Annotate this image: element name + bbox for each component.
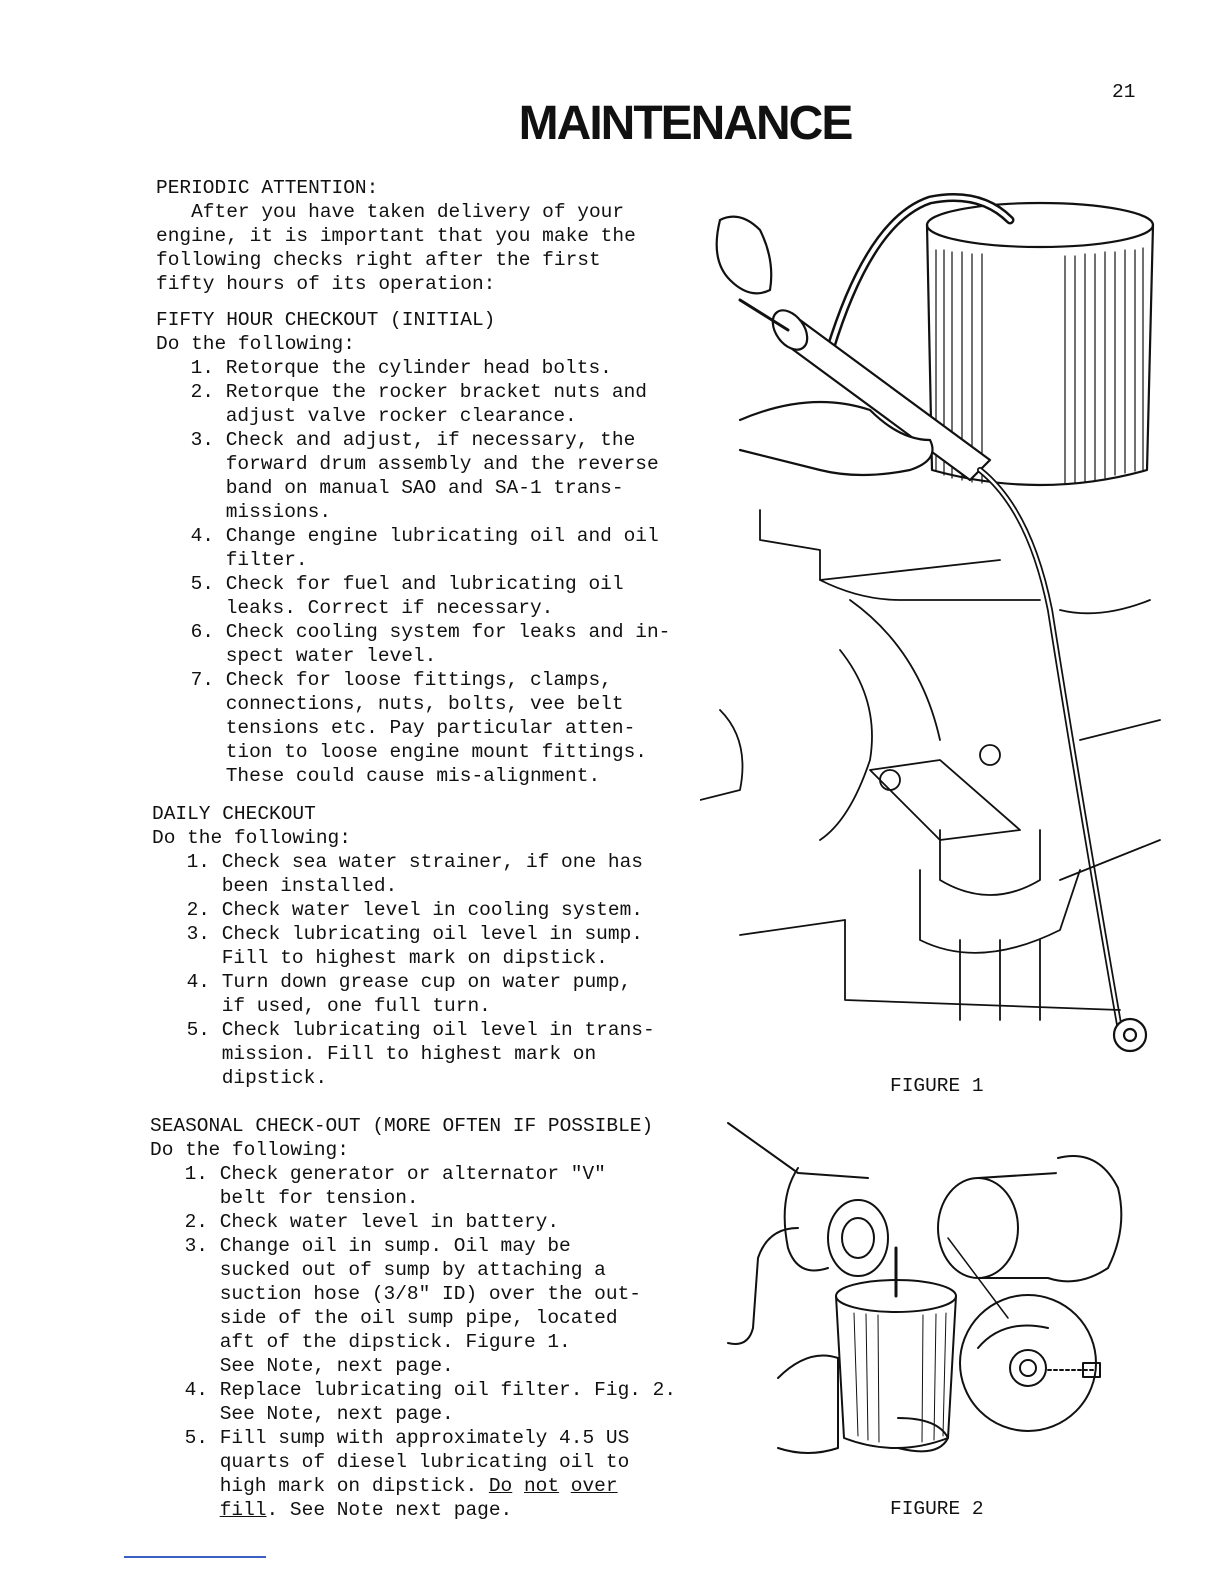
list-item [156, 428, 696, 524]
emphasis-over: over [570, 1475, 618, 1497]
item-text: Check and adjust, if necessary, the forward drum assembly and the reverse band on manual SAO and SA-1 trans- missions. [225, 429, 659, 523]
list-item [150, 1234, 690, 1378]
emphasis-do: Do [488, 1475, 513, 1497]
figure-2-caption: FIGURE 2 [890, 1498, 984, 1520]
item-number: 1. [186, 851, 210, 873]
item-number: 3. [186, 923, 210, 945]
item-text: Retorque the rocker bracket nuts and adjust valve rocker clearance. [225, 381, 647, 427]
list-item [156, 380, 696, 428]
item-number: 7. [190, 669, 214, 691]
seasonal-heading: SEASONAL CHECK-OUT (MORE OFTEN IF POSSIBLE) [150, 1115, 654, 1137]
item-text: Check cooling system for leaks and in- spect water level. [225, 621, 671, 667]
item-text-main: Fill sump with approximately 4.5 US quarts of diesel lubricating oil to high mark on dipstick. [219, 1427, 630, 1497]
daily-lead: Do the following: [152, 827, 351, 849]
list-item [150, 1426, 690, 1522]
item-text: Check generator or alternator "V" belt for tension. [219, 1163, 606, 1209]
engine-mount [728, 1123, 888, 1344]
periodic-heading: PERIODIC ATTENTION: [156, 177, 379, 199]
periodic-intro: After you have taken delivery of your engine, it is important that you make the following checks right after the first fifty hours of its operation: [156, 201, 636, 295]
item-number: 2. [190, 381, 214, 403]
figure-1-illustration [700, 180, 1170, 1080]
item-number: 1. [190, 357, 214, 379]
item-text: Check lubricating oil level in trans- mission. Fill to highest mark on dipstick. [221, 1019, 655, 1089]
emphasis-fill: fill [219, 1499, 267, 1521]
item-text: Check water level in cooling system. [221, 899, 643, 921]
item-number: 1. [184, 1163, 208, 1185]
list-item [156, 668, 696, 788]
list-item [150, 1162, 690, 1210]
emphasis-not: not [523, 1475, 560, 1497]
item-text: Turn down grease cup on water pump, if used, one full turn. [221, 971, 632, 1017]
item-number: 5. [186, 1019, 210, 1041]
list-item [156, 356, 696, 380]
item-text: Replace lubricating oil filter. Fig. 2. See Note, next page. [219, 1379, 677, 1425]
page-title: MAINTENANCE [518, 97, 852, 150]
list-item [152, 898, 692, 922]
item-number: 5. [190, 573, 214, 595]
item-text: Check lubricating oil level in sump. Fill to highest mark on dipstick. [221, 923, 643, 969]
sump-pipe [980, 470, 1120, 1030]
figure-1-caption: FIGURE 1 [890, 1075, 984, 1097]
item-number: 3. [190, 429, 214, 451]
item-text-tail: . See Note next page. [266, 1499, 513, 1521]
item-number: 6. [190, 621, 214, 643]
drain-can [778, 1248, 956, 1453]
page-number: 21 [1112, 81, 1136, 103]
engine-block [700, 510, 1160, 1020]
seasonal-list [150, 1162, 690, 1522]
item-number: 3. [184, 1235, 208, 1257]
footer-rule [124, 1556, 266, 1558]
item-text: Change engine lubricating oil and oil filter. [225, 525, 659, 571]
fifty-hour-section [156, 308, 696, 788]
list-item [150, 1210, 690, 1234]
item-text: Check water level in battery. [219, 1211, 560, 1233]
list-item [156, 620, 696, 668]
item-number: 4. [184, 1379, 208, 1401]
list-item [152, 1018, 692, 1090]
fifty-hour-heading: FIFTY HOUR CHECKOUT (INITIAL) [156, 309, 496, 331]
item-number: 2. [186, 899, 210, 921]
seasonal-lead: Do the following: [150, 1139, 349, 1161]
item-number: 2. [184, 1211, 208, 1233]
suction-hose [830, 198, 1010, 351]
item-number: 5. [184, 1427, 208, 1449]
list-item [156, 524, 696, 572]
item-text: Retorque the cylinder head bolts. [225, 357, 612, 379]
item-text: Change oil in sump. Oil may be sucked out of sump by attaching a suction hose (3/8" ID) over the out- side of the oil sump pipe, located aft of the dipstick. Figure 1. See Note, next page. [219, 1235, 641, 1377]
list-item [150, 1378, 690, 1426]
item-text: Check sea water strainer, if one has been installed. [221, 851, 643, 897]
periodic-attention-section [156, 176, 696, 296]
item-text: Check for loose fittings, clamps, connections, nuts, bolts, vee belt tensions etc. Pay particular atten- tion to loose engine mount fittings. These could cause mis-alignment. [225, 669, 647, 787]
seasonal-checkout-section [150, 1114, 690, 1522]
item-text: Check for fuel and lubricating oil leaks. Correct if necessary. [225, 573, 624, 619]
list-item [156, 572, 696, 620]
figure-2-illustration [718, 1118, 1163, 1488]
list-item [152, 970, 692, 1018]
fifty-hour-lead: Do the following: [156, 333, 355, 355]
fifty-hour-list [156, 356, 696, 788]
daily-checkout-section [152, 802, 692, 1090]
item-number: 4. [186, 971, 210, 993]
suction-pump [717, 217, 990, 480]
item-text [220, 1426, 630, 1522]
item-number: 4. [190, 525, 214, 547]
list-item [152, 850, 692, 898]
list-item [152, 922, 692, 970]
filter-mount-inset [960, 1295, 1100, 1431]
daily-heading: DAILY CHECKOUT [152, 803, 316, 825]
daily-list [152, 850, 692, 1090]
